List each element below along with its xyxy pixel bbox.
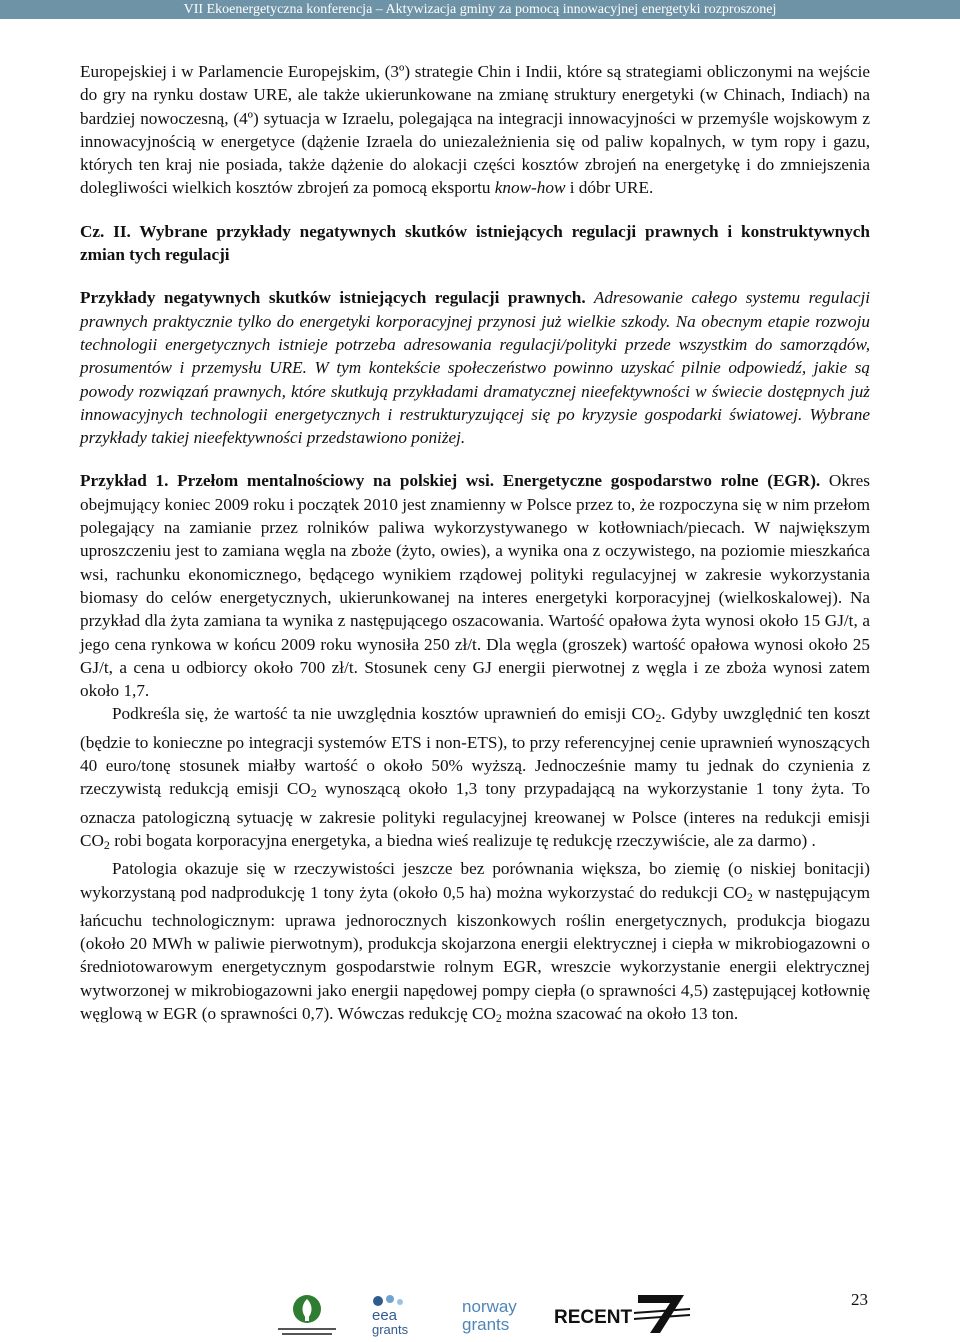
running-header: VII Ekoenergetyczna konferencja – Aktywizacja gminy za pomocą innowacyjnej energetyki rozproszonej <box>0 0 960 19</box>
svg-text:norway: norway <box>462 1297 517 1316</box>
fund-emblem-icon <box>272 1293 342 1339</box>
document-body <box>80 60 870 1030</box>
seven-framework-icon <box>630 1289 694 1337</box>
recent-icon <box>553 1303 633 1329</box>
svg-text:grants: grants <box>372 1322 409 1337</box>
svg-text:eea: eea <box>372 1307 398 1324</box>
recent-logo <box>553 1303 633 1329</box>
paragraph-emission-cost: Podkreśla się, że wartość ta nie uwzględnia kosztów uprawnień do emisji $CO_2$. Gdyby uwzględnić ten koszt (będzie to konieczne po integracji systemów ETS i non-ETS), to przy referencyjnej cenie uprawnień wynoszących 40 euro/tonę stosunek miałby wartość o około 50% wyższą. Jednocześnie mamy tu jednak do czynienia z rzeczywistą redukcją emisji $CO_2$ wynoszącą około 1,3 tony przypadającą na wykorzystanie 1 tony żyta. To oznacza patologiczną sytuację w zakresie polityki regulacyjnej kreowanej w Polsce (interes na redukcji emisji $CO_2$ robi bogata korporacyjna energetyka, a biedna wieś realizuje tę redukcję rzeczywiście, ale za darmo) . <box>80 704 870 852</box>
eea-grants-logo <box>370 1293 440 1337</box>
svg-text:RECENT: RECENT <box>554 1307 633 1328</box>
eea-grants-icon <box>370 1293 440 1337</box>
page-number: 23 <box>851 1290 868 1309</box>
paragraph-example-1: Przykład 1. Przełom mentalnościowy na polskiej wsi. Energetyczne gospodarstwo rolne (EGR). Okres obejmujący koniec 2009 roku i początek 2010 jest znamienny w Polsce przez to, że rozpoczyna się w nim przełom polegający na zamianie przez rolników paliwa wykorzystywanego w kotłowniach/piecach. W największym uproszczeniu jest to zamiana węgla na zboże (żyto, owies), a wynika ona z oczywistego, na poziomie mieszkańca wsi, rachunku ekonomicznego, będącego wynikiem rządowej polityki regulacyjnej w zakresie wykorzystania biomasy do celów energetycznych, ukierunkowanej na interes energetyki korporacyjnej (wielkoskalowej). Na przykład dla żyta zamiana ta wynika z następującego oszacowania. Wartość opałowa żyta wynosi około 15 GJ/t, a jego cena rynkowa w końcu 2009 roku wynosiła 250 zł/t. Dla węgla (groszek) wartość opałowa wynosi około 25 GJ/t, a cena u odbiorcy około 700 zł/t. Stosunek ceny GJ energii pierwotnej z węgla i ze zboża wynosi zatem około 1,7. <box>80 471 870 701</box>
norway-grants-logo <box>460 1295 536 1335</box>
paragraph-pathology: Patologia okazuje się w rzeczywistości jeszcze bez porównania większa, bo ziemię (o niskiej bonitacji) wykorzystaną pod nadprodukcję 1 tony żyta (około 0,5 ha) można wykorzystać do redukcji $CO_2$ w następującym łańcuchu technologicznym: uprawa jednorocznych kiszonkowych roślin energetycznych, produkcja biogazu (około 20 MWh w paliwie pierwotnym), produkcja skojarzona energii elektrycznej i ciepła w mikrobiogazowni o średniotowarowym energetycznym gospodarstwie rolnym EGR, wreszcie wykorzystanie energii elektrycznej wytworzonej w mikrobiogazowni jako energii napędowej pompy ciepła (o sprawności 4,5) zastępującej kotłownię węglową w EGR (o sprawności 0,7). Wówczas redukcję $CO_2$ można szacować na około 13 ton. <box>80 859 870 1025</box>
framework-programme-logo <box>630 1289 694 1337</box>
paragraph-negative-examples: Przykłady negatywnych skutków istniejących regulacji prawnych. Adresowanie całego systemu regulacji prawnych praktycznie tylko do energetyki korporacyjnej przynosi już wielkie szkody. Na obecnym etapie rozwoju technologii energetycznych istnieje potrzeba adresowania regulacji/polityki przede wszystkim do samorządów, prosumentów i przemysłu URE. W tym kontekście społeczeństwo powinno uzyskać pilnie odpowiedź, jakie są powody rozwiązań prawnych, które skutkują przykładami dramatycznej nieefektywności w świecie dostępnych już innowacyjnych technologii energetycznych i restrukturyzującej się po kryzysie gospodarki światowej. Wybrane przykłady takiej nieefektywności przedstawiono poniżej. <box>80 288 870 448</box>
paragraph-intro: Europejskiej i w Parlamencie Europejskim, (3º) strategie Chin i Indii, które są strategiami obliczonymi na wejście do gry na rynku dostaw URE, ale także ukierunkowane na zmianę struktury energetyki (w Chinach, Indiach) na bardziej nowoczesną, (4º) sytuacja w Izraelu, polegająca na integracji innowacyjności w przemyśle wojskowym z innowacyjnością w energetyce (dążenie Izraela do uniezależnienia się od paliw kopalnych, w tym ropy i gazu, których ten kraj nie posiada, także dążenie do alokacji części kosztów zbrojeń na energetykę i do zmniejszenia dolegliwości wielkich kosztów zbrojeń za pomocą eksportu know-how i dóbr URE. <box>80 62 870 198</box>
footer-logos <box>0 1285 960 1342</box>
section-heading: Cz. II. Wybrane przykłady negatywnych skutków istniejących regulacji prawnych i konstruktywnych zmian tych regulacji <box>80 221 870 265</box>
svg-text:grants: grants <box>462 1315 510 1334</box>
fund-logo <box>272 1293 342 1339</box>
norway-grants-icon <box>460 1295 536 1335</box>
